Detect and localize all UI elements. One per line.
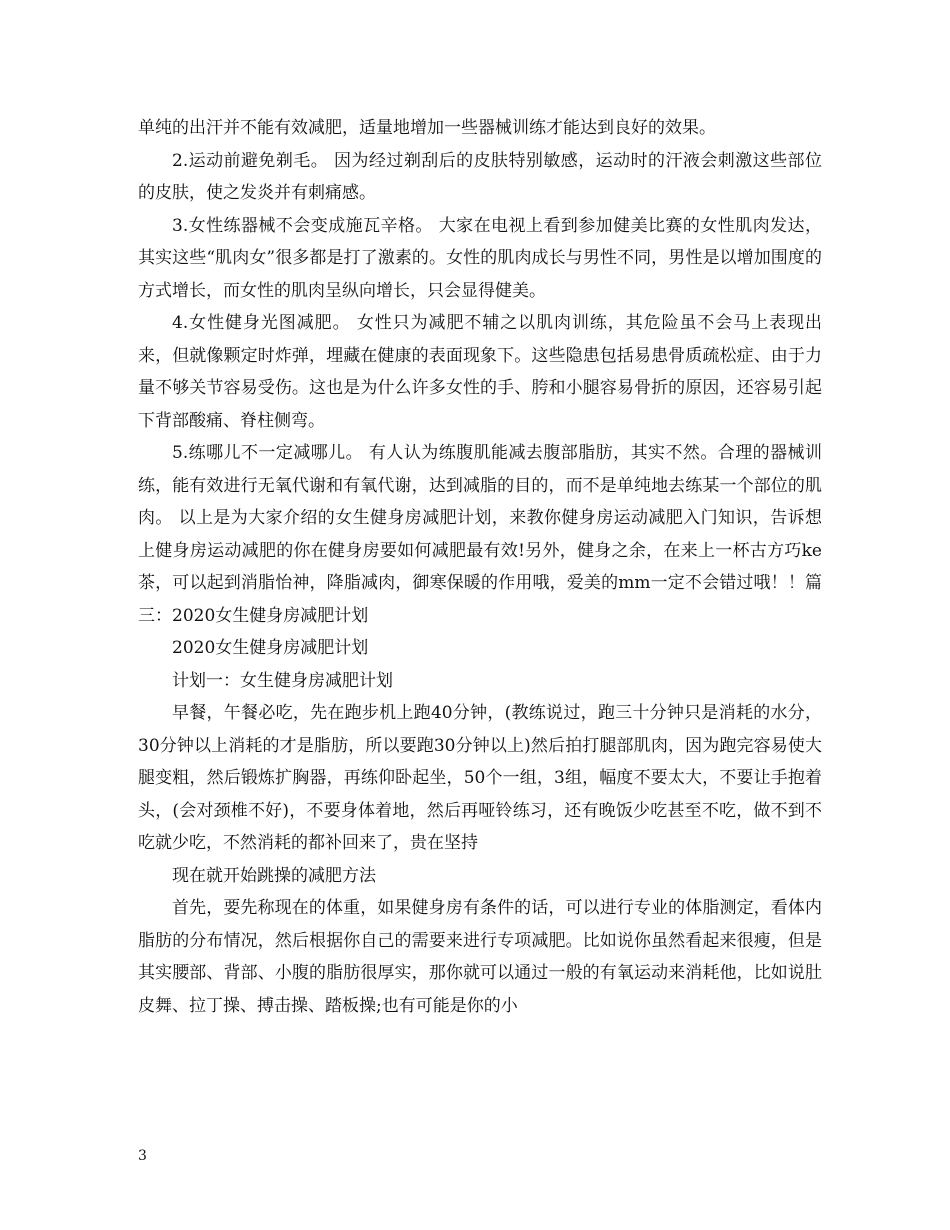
paragraph-6: 早餐，午餐必吃，先在跑步机上跑40分钟，(教练说过，跑三十分钟只是消耗的水分，30分钟以上消耗的才是脂肪，所以要跑30分钟以上)然后拍打腿部肌肉，因为跑完容易使大腿变粗，然后锻炼扩胸器，再练仰卧起坐，50个一组，3组，幅度不要太大，不要让手抱着头，(会对颈椎不好)，不要身体着地，然后再哑铃练习，还有晚饭少吃甚至不吃，做不到不吃就少吃，不然消耗的都补回来了，贵在坚持 [138,703,822,853]
page-number: 3 [138,1148,147,1164]
paragraph-7: 首先，要先称现在的体重，如果健身房有条件的话，可以进行专业的体脂测定，看体内脂肪的分布情况，然后根据你自己的需要来进行专项减肥。比如说你虽然看起来很瘦，但是其实腰部、背部、小腹的脂肪很厚实，那你就可以通过一般的有氧运动来消耗他，比如说肚皮舞、拉丁操、搏击操、踏板操;也有可能是你的小 [138,898,822,1016]
document-body [138,112,822,1022]
paragraph-3: 3.女性练器械不会变成施瓦辛格。 大家在电视上看到参加健美比赛的女性肌肉发达，其实这些“肌肉女”很多都是打了激素的。女性的肌肉成长与男性不同，男性是以增加围度的方式增长，而女性的肌肉呈纵向增长，只会显得健美。 [138,215,822,301]
section-title: 2020女生健身房减肥计划 [172,638,369,658]
paragraph-2: 2.运动前避免剃毛。 因为经过剃刮后的皮肤特别敏感，运动时的汗液会刺激这些部位的皮肤，使之发炎并有刺痛感。 [138,150,822,203]
paragraph-1: 单纯的出汗并不能有效减肥，适量地增加一些器械训练才能达到良好的效果。 [138,118,716,138]
plan-heading: 计划一：女生健身房减肥计划 [172,670,393,691]
paragraph-4: 4.女性健身光图减肥。 女性只为减肥不辅之以肌肉训练，其危险虽不会马上表现出来，但就像颗定时炸弹，埋藏在健康的表面现象下。这些隐患包括易患骨质疏松症、由于力量不够关节容易受伤。这也是为什么许多女性的手、胯和小腿容易骨折的原因，还容易引起下背部酸痛、脊柱侧弯。 [138,313,822,431]
subheading: 现在就开始跳操的减肥方法 [172,865,376,886]
paragraph-5: 5.练哪儿不一定减哪儿。 有人认为练腹肌能减去腹部脂肪，其实不然。合理的器械训练，能有效进行无氧代谢和有氧代谢，达到减脂的目的，而不是单纯地去练某一个部位的肌肉。 以上是为大家介绍的女生健身房减肥计划，来教你健身房运动减肥入门知识，告诉想上健身房运动减肥的你在健身房要如何减肥最有效!另外，健身之余，在来上一杯古方巧ke茶，可以起到消脂怡神，降脂减肉，御寒保暖的作用哦，爱美的mm一定不会错过哦！！篇三：2020女生健身房减肥计划 [138,443,822,626]
